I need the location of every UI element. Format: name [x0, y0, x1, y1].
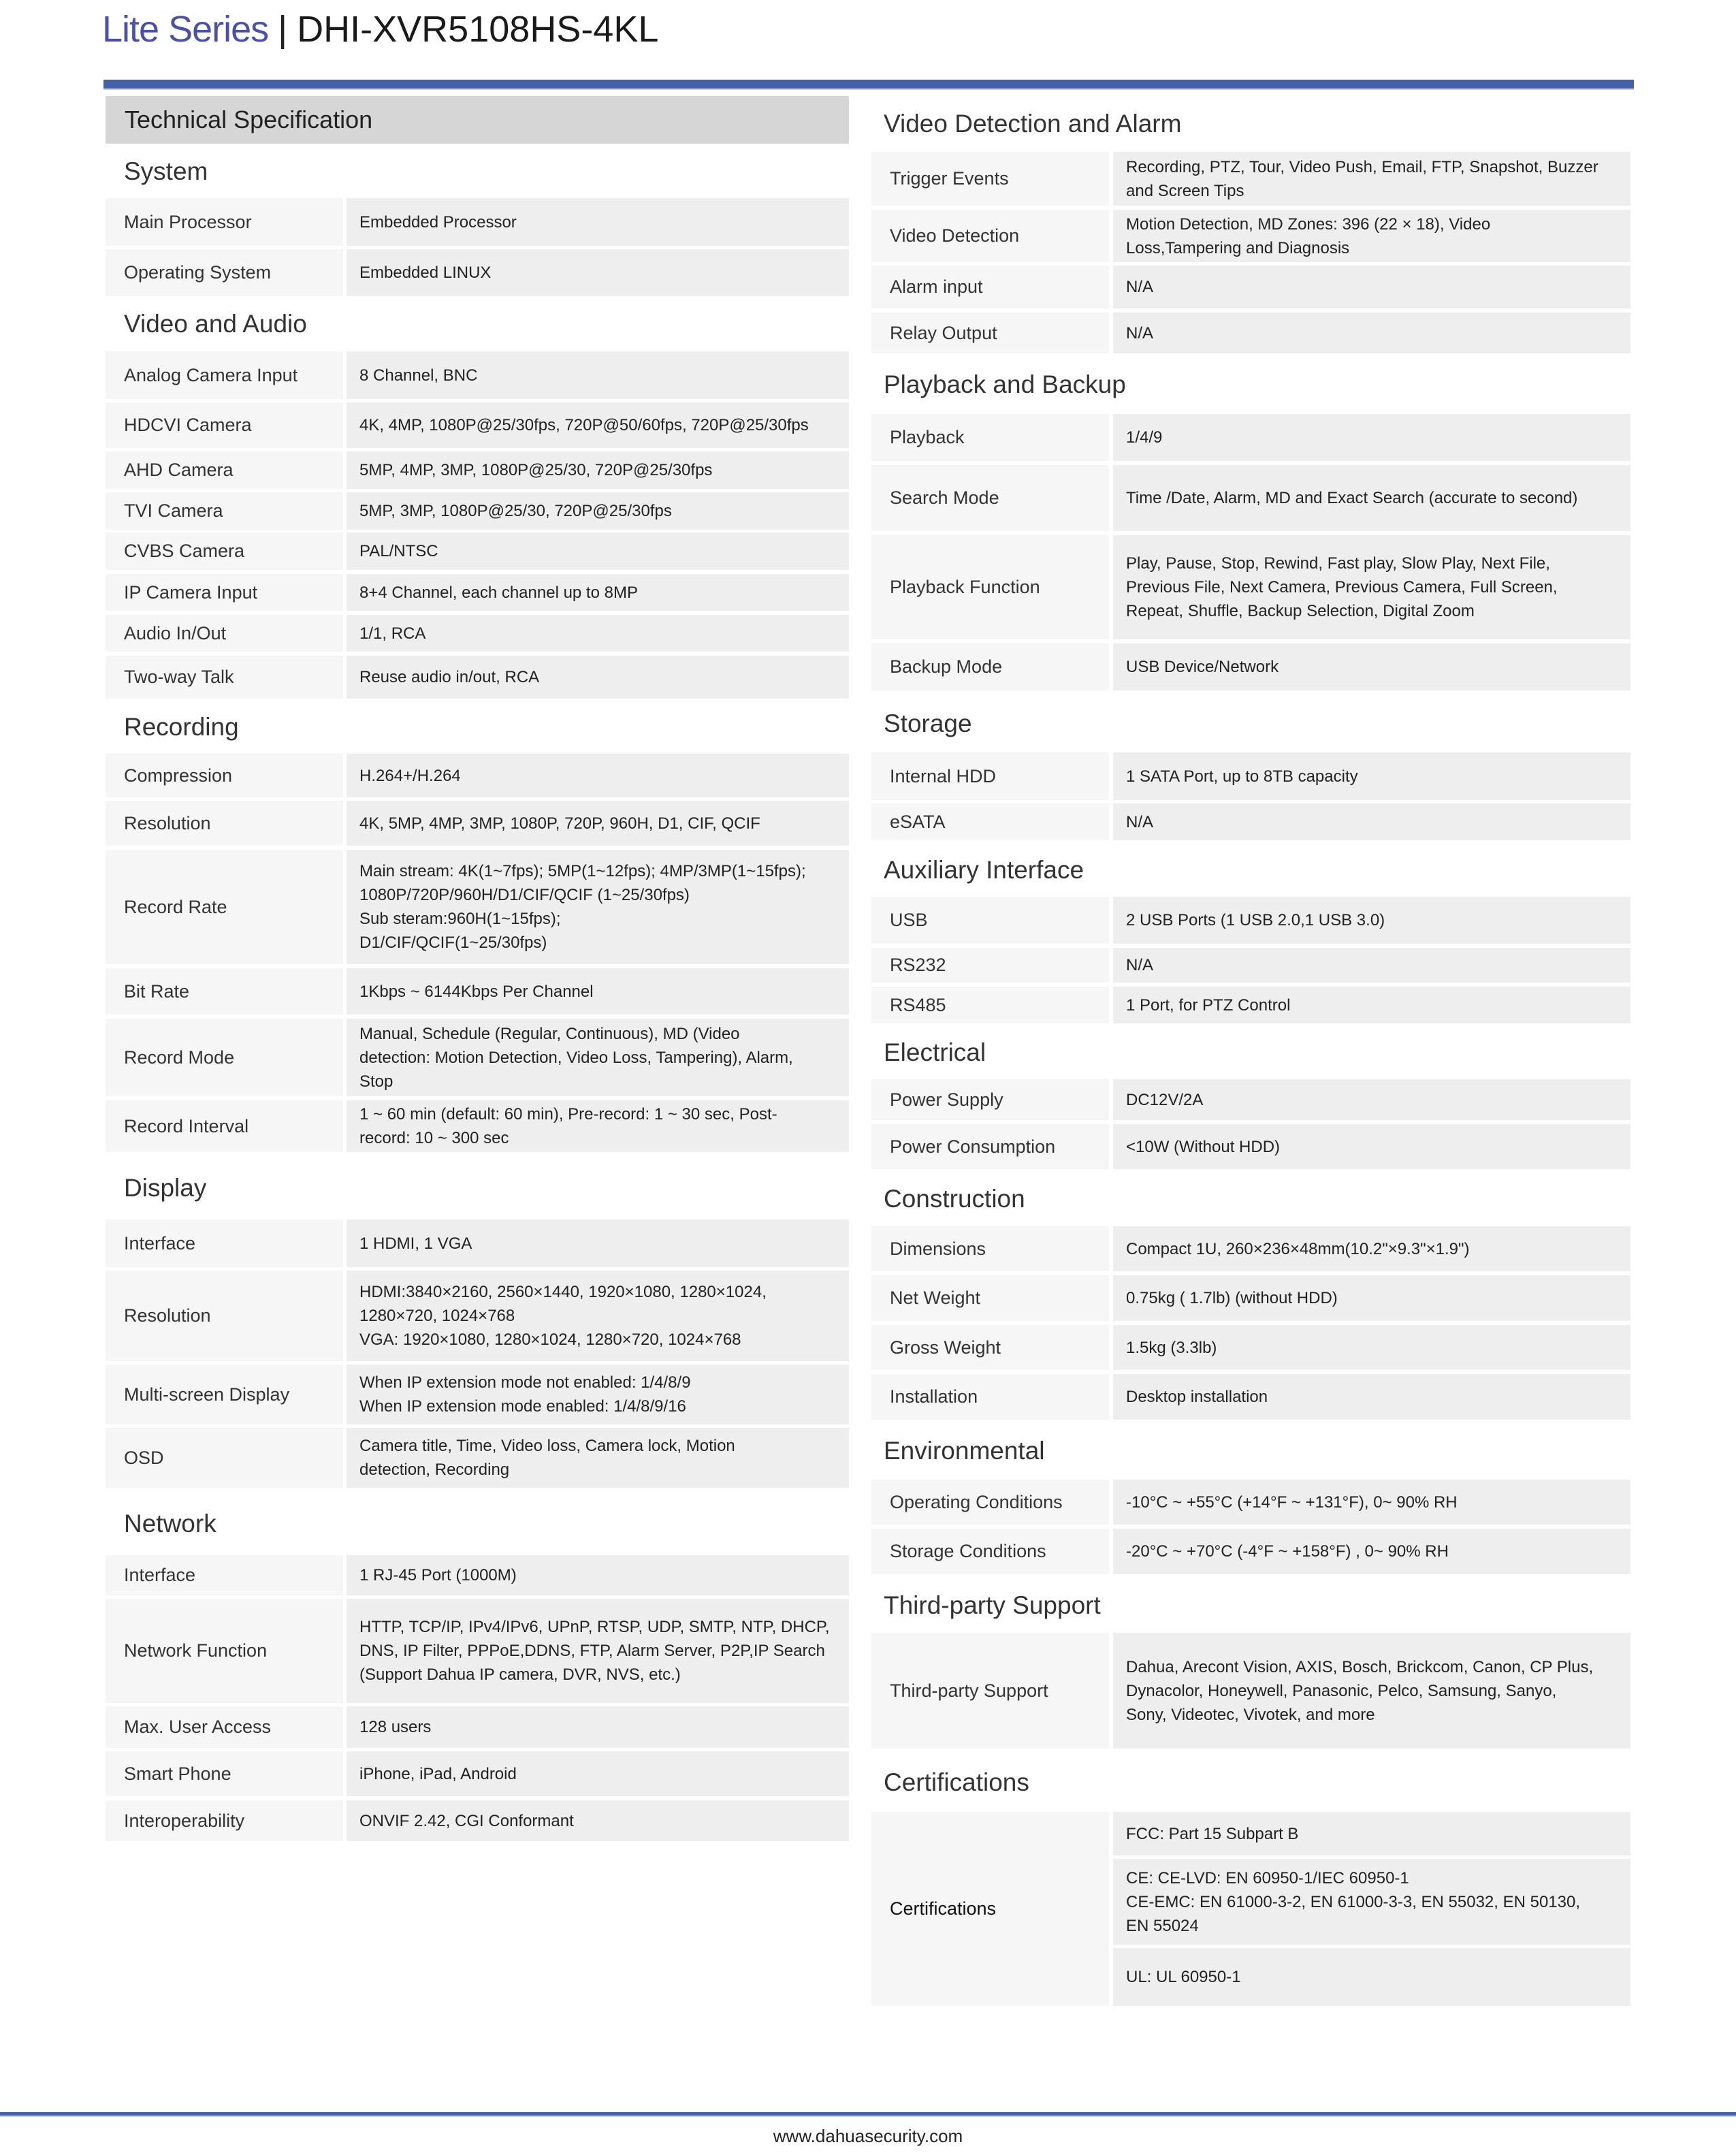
section-heading-certifications: Certifications [884, 1768, 1029, 1796]
spec-value-tvi-camera [347, 492, 849, 530]
spec-label-text: IP Camera Input [124, 581, 258, 603]
section-heading-third-party-support: Third-party Support [884, 1591, 1101, 1619]
spec-value-playback [1113, 414, 1630, 461]
spec-value-interface [347, 1219, 849, 1267]
spec-value-two-way-talk [347, 656, 849, 699]
spec-label-text: Alarm input [890, 276, 983, 297]
value-line: 1 HDMI, 1 VGA [359, 1234, 472, 1253]
spec-label-backup-mode [871, 643, 1109, 690]
spec-label-record-rate [106, 850, 343, 964]
spec-value-record-rate [347, 850, 849, 964]
spec-label-resolution [106, 1271, 343, 1361]
spec-label-video-detection [871, 210, 1109, 262]
spec-label-interoperability [106, 1800, 343, 1841]
spec-value-alarm-input [1113, 266, 1630, 308]
spec-label-text: Bit Rate [124, 980, 190, 1002]
spec-value-storage-conditions [1113, 1529, 1630, 1574]
value-line: USB Device/Network [1126, 658, 1279, 676]
spec-value-third-party-support [1113, 1633, 1630, 1749]
spec-label-storage-conditions [871, 1529, 1109, 1574]
spec-value-resolution [347, 1271, 849, 1361]
spec-value-esata [1113, 803, 1630, 840]
spec-value-search-mode [1113, 465, 1630, 531]
spec-label-text: Record Rate [124, 896, 227, 917]
spec-label-osd [106, 1428, 343, 1488]
spec-value-trigger-events [1113, 152, 1630, 206]
spec-label-text: Playback Function [890, 577, 1040, 597]
spec-label-text: CVBS Camera [124, 541, 245, 561]
spec-label-record-mode [106, 1019, 343, 1096]
spec-value-network-function [347, 1599, 849, 1703]
technical-specification-title: Technical Specification [125, 106, 373, 133]
spec-label-text: OSD [124, 1447, 164, 1468]
value-line: Camera title, Time, Video loss, Camera lock, Motion [359, 1437, 735, 1455]
value-line: N/A [1126, 278, 1154, 296]
value-line: 128 users [359, 1718, 432, 1736]
footer-website-link[interactable]: www.dahuasecurity.com [773, 2126, 963, 2146]
value-line: 1080P/720P/960H/D1/CIF/QCIF (1~25/30fps) [359, 886, 690, 904]
spec-label-internal-hdd [871, 752, 1109, 800]
section-heading-video-and-audio: Video and Audio [124, 310, 307, 338]
spec-label-text: Network Function [124, 1640, 268, 1661]
spec-label-text: Multi-screen Display [124, 1384, 290, 1405]
spec-label-text: Net Weight [890, 1288, 981, 1308]
value-line: 1 SATA Port, up to 8TB capacity [1126, 767, 1358, 786]
spec-label-text: Operating System [124, 262, 272, 283]
section-heading-system: System [124, 157, 208, 185]
spec-label-text: Interface [124, 1232, 196, 1254]
spec-value-smart-phone [347, 1751, 849, 1796]
spec-label-text: eSATA [890, 811, 946, 832]
value-line: N/A [1126, 956, 1154, 974]
value-line: H.264+/H.264 [359, 766, 461, 785]
value-line: 4K, 4MP, 1080P@25/30fps, 720P@50/60fps, 720P@25/30fps [359, 416, 809, 434]
spec-label-text: Dimensions [890, 1238, 986, 1259]
spec-label-operating-system [106, 249, 343, 296]
value-line: 1/4/9 [1126, 428, 1163, 447]
spec-label-text: Internal HDD [890, 765, 997, 786]
value-line: DNS, IP Filter, PPPoE,DDNS, FTP, Alarm Server, P2P,IP Search [359, 1642, 825, 1660]
spec-value-gross-weight [1113, 1325, 1630, 1370]
spec-value-rs232 [1113, 948, 1630, 983]
spec-label-power-supply [871, 1079, 1109, 1120]
spec-label-cvbs-camera [106, 532, 343, 570]
value-line: 2 USB Ports (1 USB 2.0,1 USB 3.0) [1126, 911, 1385, 929]
spec-value-rs485 [1113, 987, 1630, 1023]
spec-label-text: Compression [124, 765, 233, 786]
spec-label-text: Operating Conditions [890, 1491, 1063, 1512]
spec-value-net-weight [1113, 1275, 1630, 1321]
spec-label-text: Certifications [890, 1898, 997, 1919]
spec-value-power-consumption [1113, 1124, 1630, 1169]
value-line: -10°C ~ +55°C (+14°F ~ +131°F), 0~ 90% RH [1126, 1493, 1458, 1512]
spec-label-power-consumption [871, 1124, 1109, 1169]
spec-label-text: Record Interval [124, 1115, 249, 1136]
value-line: Embedded LINUX [359, 264, 492, 282]
technical-specification-header [106, 96, 849, 144]
spec-value-playback-function [1113, 535, 1630, 639]
spec-label-hdcvi-camera [106, 402, 343, 448]
spec-label-dimensions [871, 1226, 1109, 1271]
value-line: detection: Motion Detection, Video Loss, Tampering), Alarm, [359, 1048, 793, 1067]
spec-label-multi-screen-display [106, 1365, 343, 1424]
value-line: When IP extension mode not enabled: 1/4/8/9 [359, 1373, 691, 1392]
series-name: Lite Series [102, 9, 269, 50]
spec-value-internal-hdd [1113, 752, 1630, 800]
spec-label-certifications [871, 1812, 1109, 2006]
value-line: 0.75kg ( 1.7lb) (without HDD) [1126, 1289, 1338, 1307]
spec-value-interface [347, 1555, 849, 1595]
section-heading-network: Network [124, 1510, 216, 1537]
value-line: ONVIF 2.42, CGI Conformant [359, 1811, 574, 1830]
spec-label-text: Interoperability [124, 1810, 245, 1831]
section-heading-construction: Construction [884, 1185, 1025, 1213]
document-title [102, 5, 658, 53]
spec-value-operating-system [347, 249, 849, 296]
spec-value-main-processor [347, 198, 849, 246]
spec-label-gross-weight [871, 1325, 1109, 1370]
value-line: Motion Detection, MD Zones: 396 (22 × 18), Video [1126, 214, 1491, 234]
spec-value-osd [347, 1428, 849, 1488]
spec-label-usb [871, 897, 1109, 944]
value-line: When IP extension mode enabled: 1/4/8/9/16 [359, 1397, 686, 1416]
spec-value-hdcvi-camera [347, 402, 849, 448]
spec-value-resolution [347, 801, 849, 846]
spec-label-text: Third-party Support [890, 1680, 1048, 1701]
spec-label-two-way-talk [106, 656, 343, 699]
spec-label-text: Video Detection [890, 225, 1020, 246]
spec-value-multi-screen-display [347, 1365, 849, 1424]
spec-label-search-mode [871, 465, 1109, 531]
footer-divider-bar [0, 2112, 1736, 2117]
value-line: N/A [1126, 812, 1154, 831]
spec-label-main-processor [106, 198, 343, 246]
spec-label-compression [106, 754, 343, 797]
spec-label-text: Analog Camera Input [124, 364, 298, 385]
value-line: 1.5kg (3.3lb) [1126, 1338, 1217, 1357]
spec-label-text: Interface [124, 1565, 196, 1585]
value-line: VGA: 1920×1080, 1280×1024, 1280×720, 1024×768 [359, 1330, 741, 1349]
value-line: 1 Port, for PTZ Control [1126, 995, 1291, 1015]
spec-value-video-detection [1113, 210, 1630, 262]
spec-label-text: TVI Camera [124, 500, 223, 521]
value-line: HDMI:3840×2160, 2560×1440, 1920×1080, 1280×1024, [359, 1283, 767, 1301]
spec-label-rs232 [871, 948, 1109, 983]
spec-value-record-mode [347, 1019, 849, 1096]
value-line: Dahua, Arecont Vision, AXIS, Bosch, Brickcom, Canon, CP Plus, [1126, 1657, 1594, 1676]
value-line: -20°C ~ +70°C (-4°F ~ +158°F) , 0~ 90% RH [1126, 1542, 1449, 1561]
spec-label-analog-camera-input [106, 351, 343, 399]
spec-label-ahd-camera [106, 451, 343, 489]
spec-value-power-supply [1113, 1079, 1630, 1120]
spec-label-third-party-support [871, 1633, 1109, 1749]
spec-label-text: RS485 [890, 994, 946, 1015]
spec-label-max-user-access [106, 1706, 343, 1748]
value-line: Recording, PTZ, Tour, Video Push, Email, FTP, Snapshot, Buzzer [1126, 157, 1598, 176]
spec-label-alarm-input [871, 266, 1109, 308]
spec-label-text: Installation [890, 1386, 978, 1407]
section-heading-video-detection-and-alarm: Video Detection and Alarm [884, 110, 1182, 138]
value-line: detection, Recording [359, 1461, 510, 1479]
section-heading-electrical: Electrical [884, 1038, 986, 1066]
value-line: Embedded Processor [359, 212, 517, 232]
value-line: 5MP, 3MP, 1080P@25/30, 720P@25/30fps [359, 502, 672, 520]
value-line: Loss,Tampering and Diagnosis [1126, 238, 1350, 257]
spec-value-usb [1113, 897, 1630, 944]
spec-label-text: Audio In/Out [124, 622, 227, 643]
value-line: and Screen Tips [1126, 181, 1244, 200]
value-line: Manual, Schedule (Regular, Continuous), MD (Video [359, 1024, 740, 1043]
spec-value-operating-conditions [1113, 1480, 1630, 1525]
spec-value-backup-mode [1113, 643, 1630, 690]
spec-label-text: Two-way Talk [124, 667, 234, 687]
value-line: N/A [1126, 323, 1154, 342]
value-line: 4K, 5MP, 4MP, 3MP, 1080P, 720P, 960H, D1, CIF, QCIF [359, 814, 760, 833]
spec-label-net-weight [871, 1275, 1109, 1321]
spec-label-text: RS232 [890, 955, 946, 975]
section-heading-display: Display [124, 1174, 207, 1202]
spec-value-certifications-0 [1113, 1812, 1630, 1855]
value-line: (Support Dahua IP camera, DVR, NVS, etc.) [359, 1665, 681, 1684]
spec-label-rs485 [871, 987, 1109, 1023]
spec-label-text: Power Consumption [890, 1136, 1056, 1157]
value-line: DC12V/2A [1126, 1090, 1204, 1109]
spec-value-installation [1113, 1374, 1630, 1420]
value-line: CE: CE-LVD: EN 60950-1/IEC 60950-1 [1126, 1868, 1409, 1887]
spec-label-playback [871, 414, 1109, 461]
spec-label-text: Playback [890, 427, 965, 447]
value-line: HTTP, TCP/IP, IPv4/IPv6, UPnP, RTSP, UDP, SMTP, NTP, DHCP, [359, 1618, 830, 1636]
spec-label-text: Resolution [124, 812, 211, 833]
value-line: 8+4 Channel, each channel up to 8MP [359, 583, 638, 602]
value-line: Sony, Videotec, Vivotek, and more [1126, 1705, 1375, 1724]
spec-label-esata [871, 803, 1109, 840]
value-line: FCC: Part 15 Subpart B [1126, 1824, 1299, 1843]
spec-label-text: Backup Mode [890, 656, 1003, 677]
spec-label-text: AHD Camera [124, 460, 234, 480]
spec-label-interface [106, 1555, 343, 1595]
value-line: EN 55024 [1126, 1916, 1199, 1935]
spec-label-trigger-events [871, 152, 1109, 206]
spec-value-relay-output [1113, 313, 1630, 353]
value-line: Sub steram:960H(1~15fps); [359, 910, 561, 928]
spec-label-ip-camera-input [106, 574, 343, 611]
section-heading-recording: Recording [124, 713, 239, 741]
spec-value-dimensions [1113, 1226, 1630, 1271]
spec-value-bit-rate [347, 968, 849, 1015]
value-line: Repeat, Shuffle, Backup Selection, Digital Zoom [1126, 602, 1475, 620]
model-number: DHI-XVR5108HS-4KL [297, 9, 659, 50]
header-divider-bar [103, 80, 1634, 90]
value-line: D1/CIF/QCIF(1~25/30fps) [359, 934, 547, 952]
spec-label-playback-function [871, 535, 1109, 639]
value-line: Reuse audio in/out, RCA [359, 668, 540, 686]
value-line: 1Kbps ~ 6144Kbps Per Channel [359, 982, 594, 1001]
value-line: 1 ~ 60 min (default: 60 min), Pre-record: 1 ~ 30 sec, Post- [359, 1105, 777, 1123]
spec-label-record-interval [106, 1100, 343, 1152]
spec-label-text: Gross Weight [890, 1337, 1001, 1358]
spec-label-audio-in-out [106, 615, 343, 652]
value-line: iPhone, iPad, Android [359, 1764, 517, 1783]
spec-value-compression [347, 754, 849, 797]
spec-value-interoperability [347, 1800, 849, 1841]
spec-label-text: Relay Output [890, 322, 997, 343]
spec-value-audio-in-out [347, 615, 849, 652]
title-separator: | [278, 9, 288, 50]
value-line: UL: UL 60950-1 [1126, 1968, 1241, 1986]
spec-label-text: Main Processor [124, 211, 252, 232]
spec-value-analog-camera-input [347, 351, 849, 399]
spec-label-smart-phone [106, 1751, 343, 1796]
section-heading-environmental: Environmental [884, 1437, 1045, 1465]
value-line: Previous File, Next Camera, Previous Camera, Full Screen, [1126, 578, 1558, 596]
value-line: 8 Channel, BNC [359, 366, 478, 385]
spec-label-text: HDCVI Camera [124, 415, 252, 435]
value-line: Compact 1U, 260×236×48mm(10.2"×9.3"×1.9") [1126, 1239, 1470, 1258]
spec-label-network-function [106, 1599, 343, 1703]
spec-value-certifications-1 [1113, 1859, 1630, 1945]
value-line: CE-EMC: EN 61000-3-2, EN 61000-3-3, EN 55032, EN 50130, [1126, 1892, 1581, 1911]
section-heading-playback-and-backup: Playback and Backup [884, 370, 1126, 398]
value-line: Desktop installation [1126, 1388, 1268, 1406]
spec-label-text: Record Mode [124, 1047, 235, 1068]
spec-value-max-user-access [347, 1706, 849, 1748]
value-line: 1/1, RCA [359, 624, 426, 643]
value-line: Stop [359, 1072, 393, 1091]
spec-label-text: Power Supply [890, 1089, 1003, 1110]
spec-value-record-interval [347, 1100, 849, 1152]
value-line: 1280×720, 1024×768 [359, 1307, 515, 1325]
value-line: PAL/NTSC [359, 542, 438, 560]
spec-value-ip-camera-input [347, 574, 849, 611]
value-line: Time /Date, Alarm, MD and Exact Search (accurate to second) [1126, 489, 1578, 507]
spec-label-text: Max. User Access [124, 1717, 272, 1737]
spec-value-certifications-2 [1113, 1948, 1630, 2006]
value-line: 5MP, 4MP, 3MP, 1080P@25/30, 720P@25/30fps [359, 461, 713, 479]
spec-label-resolution [106, 801, 343, 846]
spec-label-text: Trigger Events [890, 168, 1009, 189]
value-line: 1 RJ-45 Port (1000M) [359, 1566, 517, 1584]
spec-label-text: Smart Phone [124, 1763, 231, 1784]
spec-label-text: Resolution [124, 1305, 211, 1326]
value-line: record: 10 ~ 300 sec [359, 1129, 509, 1147]
spec-label-text: USB [890, 910, 928, 930]
spec-label-operating-conditions [871, 1480, 1109, 1525]
value-line: Dynacolor, Honeywell, Panasonic, Pelco, Samsung, Sanyo, [1126, 1681, 1557, 1700]
value-line: <10W (Without HDD) [1126, 1137, 1281, 1156]
spec-value-ahd-camera [347, 451, 849, 489]
spec-label-interface [106, 1219, 343, 1267]
spec-value-cvbs-camera [347, 532, 849, 570]
spec-label-tvi-camera [106, 492, 343, 530]
section-heading-storage: Storage [884, 709, 972, 737]
section-heading-auxiliary-interface: Auxiliary Interface [884, 856, 1084, 884]
spec-label-relay-output [871, 313, 1109, 353]
spec-label-bit-rate [106, 968, 343, 1015]
value-line: Main stream: 4K(1~7fps); 5MP(1~12fps); 4MP/3MP(1~15fps); [359, 862, 806, 880]
spec-label-text: Storage Conditions [890, 1541, 1046, 1561]
spec-label-installation [871, 1374, 1109, 1420]
value-line: Play, Pause, Stop, Rewind, Fast play, Slow Play, Next File, [1126, 554, 1550, 573]
spec-label-text: Search Mode [890, 488, 999, 508]
